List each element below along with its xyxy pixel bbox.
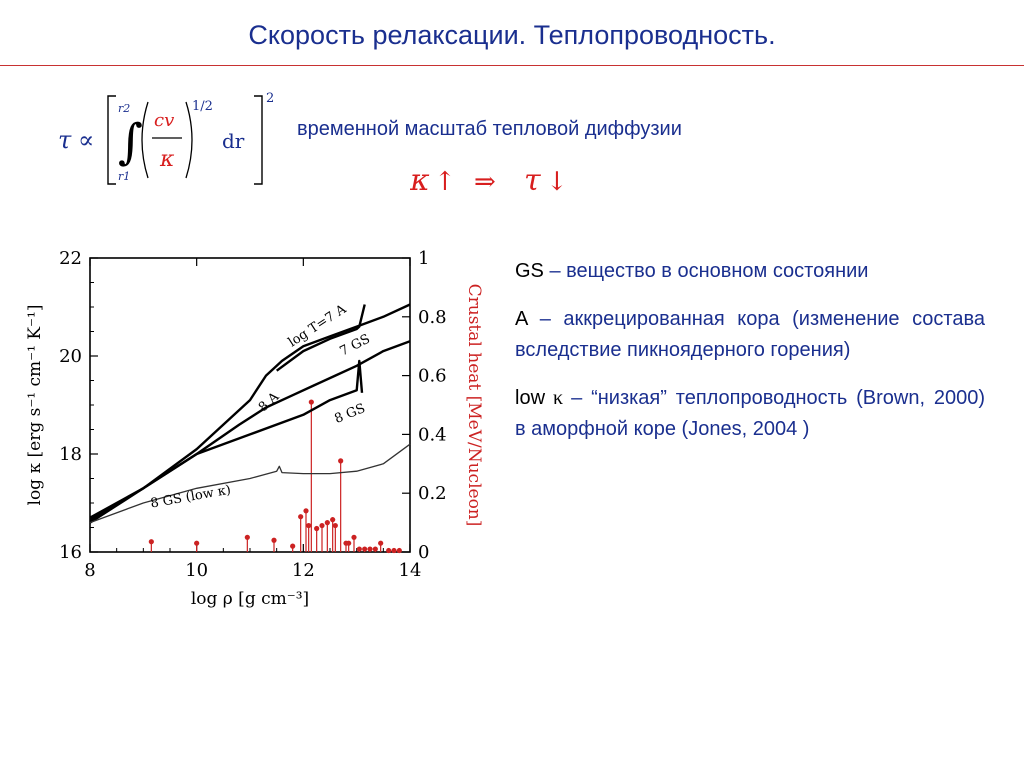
title-divider	[0, 65, 1024, 66]
a-description: – аккрецированная кора (изменение состава вследствие пикноядерного горения)	[515, 308, 985, 361]
conductivity-chart	[18, 238, 496, 618]
heating-point	[325, 520, 330, 525]
low-term: low	[515, 387, 546, 409]
formula-differential: dr	[222, 129, 245, 153]
formula-inner-power: 1/2	[192, 99, 213, 114]
heating-point	[373, 546, 378, 551]
heating-point	[306, 523, 311, 528]
y-axis-label: log κ [erg s⁻¹ cm⁻¹ K⁻¹]	[25, 304, 45, 506]
definition-gs	[515, 256, 985, 287]
curve-label-eightGSlow: 8 GS (low κ)	[149, 482, 233, 512]
relation-tau: τ	[524, 163, 541, 198]
heating-point	[271, 538, 276, 543]
heating-point	[357, 546, 362, 551]
y2-tick-label: 0.2	[418, 483, 447, 505]
heating-point	[245, 535, 250, 540]
heating-point	[298, 514, 303, 519]
x-tick-label: 14	[398, 560, 422, 581]
formula-caption: временной масштаб тепловой диффузии	[297, 118, 682, 140]
x-tick-label: 10	[185, 560, 209, 581]
heating-point	[149, 539, 154, 544]
definitions-list	[515, 256, 985, 462]
y2-axis-label: Crustal heat [MeV/Nucleon]	[464, 283, 484, 527]
diffusion-time-formula	[58, 88, 288, 188]
y2-tick-label: 0.6	[418, 365, 447, 387]
y-tick-label: 18	[59, 444, 82, 465]
heating-point	[346, 541, 351, 546]
formula-denominator: κ	[160, 147, 175, 172]
heating-point	[378, 541, 383, 546]
definition-low-kappa	[515, 383, 985, 445]
definition-a	[515, 304, 985, 366]
relation-implies: ⇒	[474, 167, 496, 197]
y2-tick-label: 0.4	[418, 424, 447, 446]
kappa-symbol: κ	[553, 387, 564, 409]
relation-down-arrow: ↓	[546, 167, 568, 197]
heating-point	[309, 399, 314, 404]
right-bracket	[254, 96, 262, 184]
relation-up-arrow: ↑	[434, 167, 456, 197]
kappa-tau-relation	[410, 160, 590, 200]
formula-integral-sign: ∫	[118, 114, 144, 170]
curve-label-sevenGS: 7 GS	[337, 331, 373, 360]
low-kappa-description: – “низкая” теплопроводность (Brown, 2000) в аморфной коре (Jones, 2004 )	[515, 387, 985, 440]
heating-point	[367, 546, 372, 551]
curve-label-eightGS: 8 GS	[332, 401, 368, 427]
y-tick-label: 16	[59, 542, 82, 563]
y-tick-label: 20	[59, 346, 82, 367]
heating-point	[397, 548, 402, 553]
x-tick-label: 12	[291, 560, 315, 581]
a-term: A	[515, 308, 528, 330]
left-bracket	[108, 96, 116, 184]
curve-label-eightA: 8 A	[255, 389, 283, 416]
y2-tick-label: 0.8	[418, 306, 447, 328]
heating-point	[303, 508, 308, 513]
heating-point	[194, 541, 199, 546]
y2-tick-label: 0	[418, 542, 430, 563]
relation-kappa: κ	[410, 163, 430, 198]
curve-label-logT7A: log T=7 A	[285, 301, 350, 351]
heating-point	[338, 458, 343, 463]
formula-tau: τ	[58, 126, 72, 154]
formula-lower-limit: r1	[118, 170, 131, 183]
heating-point	[386, 548, 391, 553]
heating-point	[391, 548, 396, 553]
slide-title: Скорость релаксации. Теплопроводность.	[248, 20, 776, 50]
formula-propto: ∝	[78, 126, 95, 154]
x-axis-label: log ρ [g cm⁻³]	[190, 589, 310, 609]
curve-eightGSlow	[90, 444, 410, 522]
heating-point	[330, 517, 335, 522]
heating-point	[351, 535, 356, 540]
gs-term: GS	[515, 260, 544, 282]
heating-point	[290, 544, 295, 549]
gs-description: – вещество в основном состоянии	[543, 260, 869, 282]
formula-upper-limit: r2	[118, 102, 131, 115]
heating-point	[319, 523, 324, 528]
formula-outer-power: 2	[266, 91, 275, 106]
formula-numerator: cv	[154, 110, 175, 131]
heating-point	[362, 546, 367, 551]
y-tick-label: 22	[59, 248, 82, 269]
y2-tick-label: 1	[418, 248, 430, 269]
heating-point	[314, 526, 319, 531]
x-tick-label: 8	[84, 560, 96, 581]
heating-point	[333, 523, 338, 528]
